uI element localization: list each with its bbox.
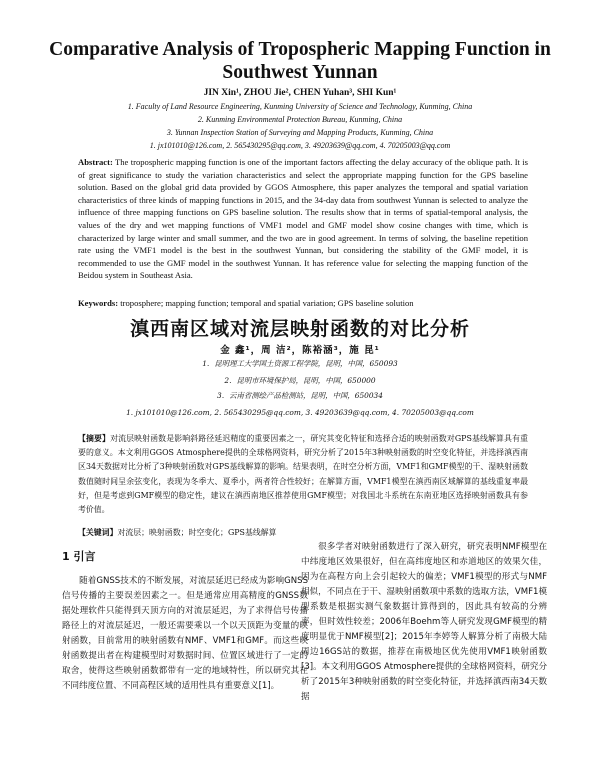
chinese-abstract-label: 【摘要】 <box>78 434 111 443</box>
chinese-abstract-text: 对流层映射函数是影响斜路径延迟精度的重要因素之一，研究其变化特征和选择合适的映射函数对GPS基线解算具有重要的意义。本文利用GGOS Atmosphere提供的全球格网资料，研究分析了2015年3种映射函数的时空变化特征，并选择滇西南区34天数据对比分析了3种映射函数对GPS基线解算的影响。结果表明，在时空分析方面，VMF1和GMF模型的干、湿映射函数数值随时间呈余弦变化，表现为冬季大、夏季小，两者符合性较好；在解算方面，VMF1模型在滇西南区域解算的基线重复率最好，但是考虑到GMF模型的稳定性，建议在滇西南地区推荐使用GMF模型；对我国北斗系统在东南亚地区选择映射函数具有参考价值。 <box>78 434 528 515</box>
english-keywords <box>78 298 538 308</box>
chinese-affiliation-1: 1．昆明理工大学国土资源工程学院，昆明，中国，650093 <box>202 359 398 368</box>
introduction-paragraph-left: 随着GNSS技术的不断发展，对流层延迟已经成为影响GNSS信号传播的主要误差因素之一。但是通常应用高精度的GNSS数据处理软件只能得到天顶方向的对流层延迟，为了求得信号传播路径上的对流层延迟，一般还需要乘以一个以天顶距为变量的映射函数，目前常用的映射函数有NMF、VMF1和GMF。而这些映射函数提出者在构建模型时对数据时间、位置区域进行了一定的取舍，使得这些映射函数都带有一定的地域特性，所以研究其在不同纬度位置、不同高程区域的适用性具有重要意义[1]。 <box>62 576 308 691</box>
english-affiliation-3: 3. Yunnan Inspection Station of Surveying and Mapping Products, Kunming, China <box>166 128 434 137</box>
english-abstract-label: Abstract: <box>78 157 113 167</box>
chinese-emails: 1. jx101010@126.com, 2. 565430295@qq.com, 3. 49203639@qq.com, 4. 70205003@qq.com <box>126 408 474 417</box>
right-column <box>301 540 547 705</box>
english-keywords-text: troposphere; mapping function; temporal and spatial variation; GPS baseline solution <box>120 298 414 308</box>
chinese-keywords <box>78 527 538 538</box>
english-title: Comparative Analysis of Tropospheric Mapping Function in Southwest Yunnan <box>49 39 551 83</box>
chinese-keywords-label: 【关键词】 <box>78 528 118 537</box>
section-heading-introduction: 1 引言 <box>62 550 96 563</box>
chinese-title: 滇西南区域对流层映射函数的对比分析 <box>129 318 470 340</box>
introduction-paragraph-right: 很多学者对映射函数进行了深入研究，研究表明NMF模型在中纬度地区效果很好，但在高纬度地区和赤道地区的效果欠佳，因为在高程方向上会引起较大的偏差；VMF1模型的形式与NMF相似，不同点在于干、湿映射函数项中系数的选取方法，VMF1模型系数是根据实测气象数据计算得到的，因此具有较高的分辨率，但时效性较差；2006年Boehm等人研究发现GMF模型的精度明显优于NMF模型[2]；2015年李婷等人解算分析了南极大陆周边16GS站的数据，推荐在南极地区优先使用VMF1映射函数[3]。本文利用GGOS Atmosphere提供的全球格网资料，研究分析了2015年3种映射函数的时空变化特征，并选择滇西南34天数据 <box>301 542 547 702</box>
english-keywords-label: Keywords: <box>78 298 119 308</box>
english-affiliation-1: 1. Faculty of Land Resource Engineering, Kunming University of Science and Technology, Kunming, China <box>127 102 473 111</box>
chinese-abstract <box>78 432 528 517</box>
chinese-affiliation-3: 3．云南省测绘产品检测站，昆明，中国，650034 <box>217 391 383 400</box>
left-column <box>62 549 308 694</box>
english-emails: 1. jx101010@126.com, 2. 565430295@qq.com, 3. 49203639@qq.com, 4. 70205003@qq.com <box>149 141 451 150</box>
chinese-keywords-text: 对流层；映射函数；时空变化；GPS基线解算 <box>117 528 277 537</box>
english-affiliation-2: 2. Kunming Environmental Protection Bureau, Kunming, China <box>197 115 403 124</box>
chinese-affiliation-2: 2．昆明市环境保护局，昆明，中国，650000 <box>224 376 376 385</box>
chinese-authors: 金 鑫¹，周 洁²，陈裕涵³，施 昆¹ <box>220 345 380 356</box>
english-abstract <box>78 156 528 282</box>
english-abstract-text: The tropospheric mapping function is one of the important factors affecting the delay accuracy of the oblique path. It is of great significance to study the variation characteristics and select the appropriate mapping function for the GPS baseline solution. Based on the global grid data provided by GGOS Atmosphere, this paper analyzes the temporal and spatial variation characteristics of three kinds of mapping functions in 2015, and the 34-day data from southwest Yunnan is selected to analyze the influence of three mapping functions on GPS baseline solution. The results show that in terms of spatial-temporal analysis, the values of the dry and wet mapping functions of VMF1 model and GMF model show cosine changes with time, which is characterized by large winter and small summer, and the two are in good agreement. In terms of solving, the baseline repetition rate using the VMF1 model is the best in the southwest Yunnan, but considering the stability of the GMF model, it is recommended to use the GMF model in the southwest Yunnan. It has reference value for selecting the mapping function of the Beidou system in Southeast Asia. <box>78 157 528 281</box>
english-authors: JIN Xin¹, ZHOU Jie², CHEN Yuhan³, SHI Kun¹ <box>203 88 397 98</box>
